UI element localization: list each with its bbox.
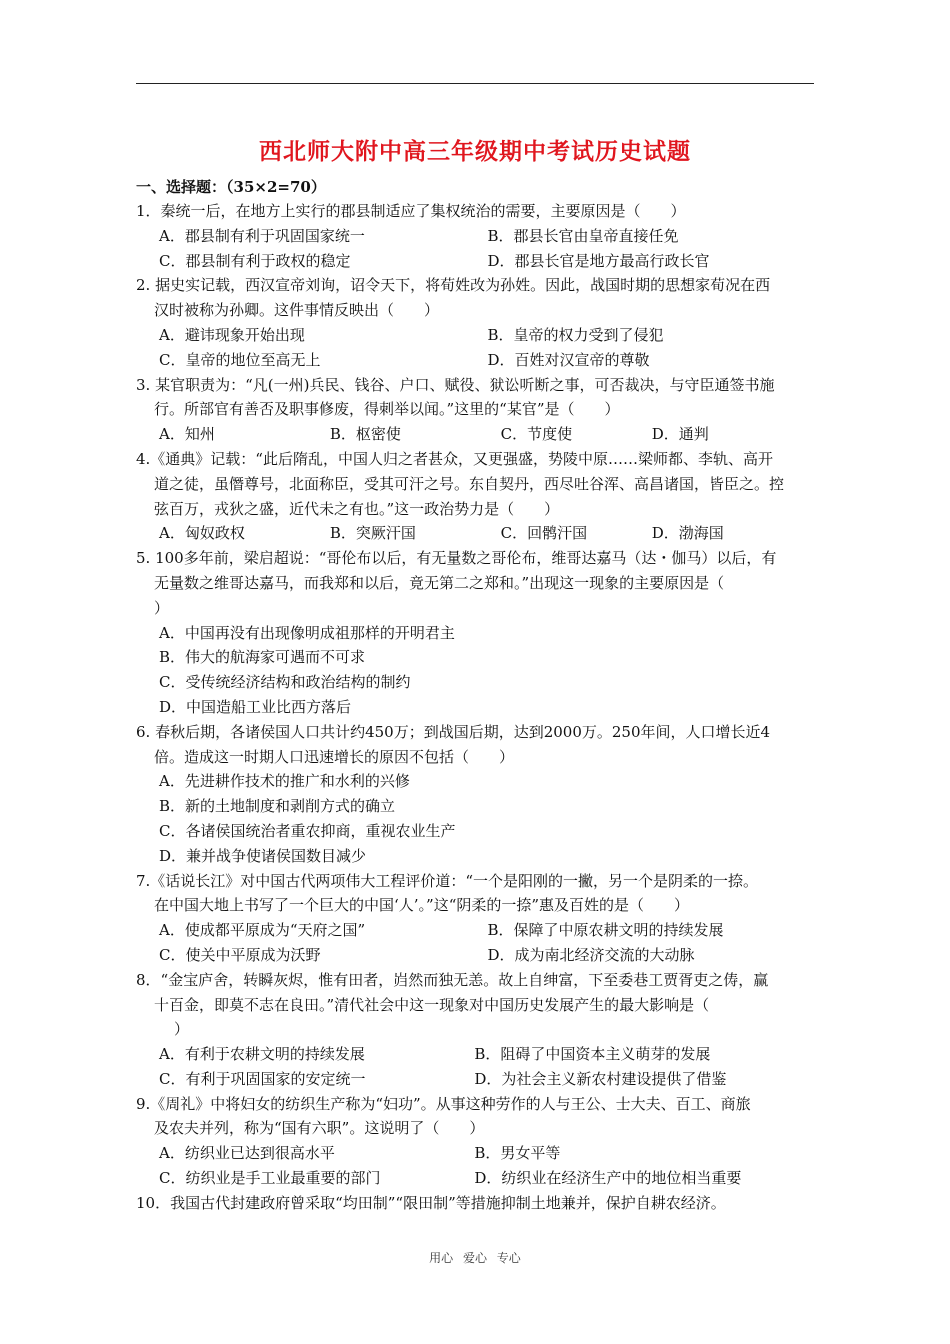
question-5 [136, 546, 816, 720]
option-d: D．为社会主义新农村建设提供了借鉴 [474, 1069, 727, 1088]
option-c: C．纺织业是手工业最重要的部门 [159, 1169, 381, 1188]
question-stem-line: 4.《通典》记载：“此后隋乱，中国人归之者甚众，又更强盛，势陵中原……梁师都、李轨、高开 [136, 449, 773, 468]
option-d: D．渤海国 [651, 524, 724, 543]
question-4 [136, 447, 816, 546]
option-c: C．各诸侯国统治者重农抑商，重视农业生产 [159, 821, 456, 840]
question-8 [136, 968, 816, 1092]
question-stem-line: 及农夫并列，称为“国有六职”。这说明了（ ） [154, 1119, 485, 1138]
option-b: B．伟大的航海家可遇而不可求 [159, 648, 366, 667]
option-c: C．回鹘汗国 [500, 524, 588, 543]
option-a: A．纺织业已达到很高水平 [159, 1144, 335, 1163]
option-d: D．通判 [651, 425, 709, 444]
option-c: C．使关中平原成为沃野 [159, 945, 321, 964]
question-3 [136, 373, 816, 447]
option-c: C．有利于巩固国家的安定统一 [159, 1069, 366, 1088]
option-b: B．阻碍了中国资本主义萌芽的发展 [474, 1045, 711, 1064]
option-c: C．郡县制有利于政权的稳定 [159, 251, 351, 270]
question-stem-line: 7.《话说长江》对中国古代两项伟大工程评价道：“一个是阳刚的一撇，另一个是阴柔的一捺。 [136, 871, 758, 890]
option-b: B．枢密使 [329, 425, 401, 444]
option-b: B．郡县长官由皇帝直接任免 [487, 226, 679, 245]
option-b: B．男女平等 [474, 1144, 561, 1163]
question-stem-line: 2. 据史实记载，西汉宣帝刘询，诏令天下，将荀姓改为孙姓。因此，战国时期的思想家荀况在西 [136, 276, 771, 295]
question-stem-line: 行。所部官有善否及职事修废，得刺举以闻。”这里的“某官”是（ ） [154, 400, 620, 419]
question-stem-line: 9.《周礼》中将妇女的纺织生产称为“妇功”。从事这种劳作的人与王公、士大夫、百工、商旅 [136, 1094, 751, 1113]
option-d: D．中国造船工业比西方落后 [159, 697, 352, 716]
question-list [136, 175, 816, 1216]
option-d: D．纺织业在经济生产中的地位相当重要 [474, 1169, 742, 1188]
question-stem-line: 道之徒，虽僭尊号，北面称臣，受其可汗之号。东自契丹，西尽吐谷浑、高昌诸国，皆臣之。控 [154, 474, 785, 493]
option-c: C．受传统经济结构和政治结构的制约 [159, 673, 411, 692]
option-b: B．保障了中原农耕文明的持续发展 [487, 921, 724, 940]
option-b: B．突厥汗国 [329, 524, 416, 543]
question-stem-line: 十百金，即莫不志在良田。”清代社会中这一现象对中国历史发展产生的最大影响是（ [154, 995, 710, 1014]
option-a: A．郡县制有利于巩固国家统一 [159, 226, 365, 245]
question-stem-line: 倍。造成这一时期人口迅速增长的原因不包括（ ） [154, 747, 515, 766]
question-stem-line: 5. 100多年前，梁启超说：“哥伦布以后，有无量数之哥伦布，维哥达嘉马（达・伽马）以后，有 [136, 549, 777, 568]
question-stem-line: 1．秦统一后，在地方上实行的郡县制适应了集权统治的需要，主要原因是（ ） [136, 202, 686, 220]
question-stem-line: 在中国大地上书写了一个巨大的中国‘人’。”这“阴柔的一捺”惠及百姓的是（ ） [154, 896, 690, 915]
question-7 [136, 869, 816, 968]
header-rule [136, 83, 814, 84]
option-a: A．有利于农耕文明的持续发展 [159, 1045, 365, 1064]
option-b: B．皇帝的权力受到了侵犯 [487, 325, 664, 344]
option-a: A．避讳现象开始出现 [159, 325, 305, 344]
question-stem-line: 10．我国古代封建政府曾采取“均田制”“限田制”等措施抑制土地兼并，保护自耕农经济。 [136, 1193, 726, 1212]
question-stem-line: ） [174, 1020, 190, 1039]
option-d: D．兼并战争使诸侯国数目减少 [159, 846, 367, 865]
page-footer: 用心 爱心 专心 [429, 1251, 521, 1265]
question-9 [136, 1092, 816, 1191]
question-stem-line: 弦百万，戎狄之盛，近代未之有也。”这一政治势力是（ ） [154, 499, 560, 518]
question-stem-line: 无量数之维哥达嘉马，而我郑和以后，竟无第二之郑和。”出现这一现象的主要原因是（ [154, 573, 725, 592]
option-a: A．先进耕作技术的推广和水利的兴修 [159, 772, 410, 791]
page-title: 西北师大附中高三年级期中考试历史试题 [259, 138, 691, 165]
question-stem-line: ） [154, 598, 170, 617]
question-stem-line: 6. 春秋后期，各诸侯国人口共计约450万；到战国后期，达到2000万。250年间，人口增长近4 [136, 722, 771, 741]
question-2 [136, 273, 816, 372]
option-d: D．百姓对汉宣帝的尊敬 [487, 350, 650, 369]
option-a: A．匈奴政权 [159, 524, 245, 543]
question-6 [136, 720, 816, 869]
option-b: B．新的土地制度和剥削方式的确立 [159, 797, 396, 816]
option-a: A．使成都平原成为“天府之国” [159, 921, 366, 940]
question-10 [136, 1191, 816, 1216]
option-a: A．中国再没有出现像明成祖那样的开明君主 [159, 623, 455, 642]
option-d: D．郡县长官是地方最高行政长官 [487, 251, 710, 270]
section-heading: 一、选择题：（35×2=70） [136, 178, 326, 196]
question-stem-line: 汉时被称为孙卿。这件事情反映出（ ） [154, 301, 440, 320]
question-1 [136, 199, 816, 273]
option-c: C．节度使 [500, 425, 573, 444]
option-a: A．知州 [159, 425, 215, 444]
question-stem-line: 8．“金宝庐舍，转瞬灰烬，惟有田者，岿然而独无恙。故上自绅富，下至委巷工贾胥吏之俦，赢 [136, 970, 769, 989]
option-c: C．皇帝的地位至高无上 [159, 350, 321, 369]
question-stem-line: 3. 某官职责为：“凡(一州)兵民、钱谷、户口、赋役、狱讼听断之事，可否裁决，与守臣通签书施 [136, 375, 775, 394]
option-d: D．成为南北经济交流的大动脉 [487, 945, 695, 964]
